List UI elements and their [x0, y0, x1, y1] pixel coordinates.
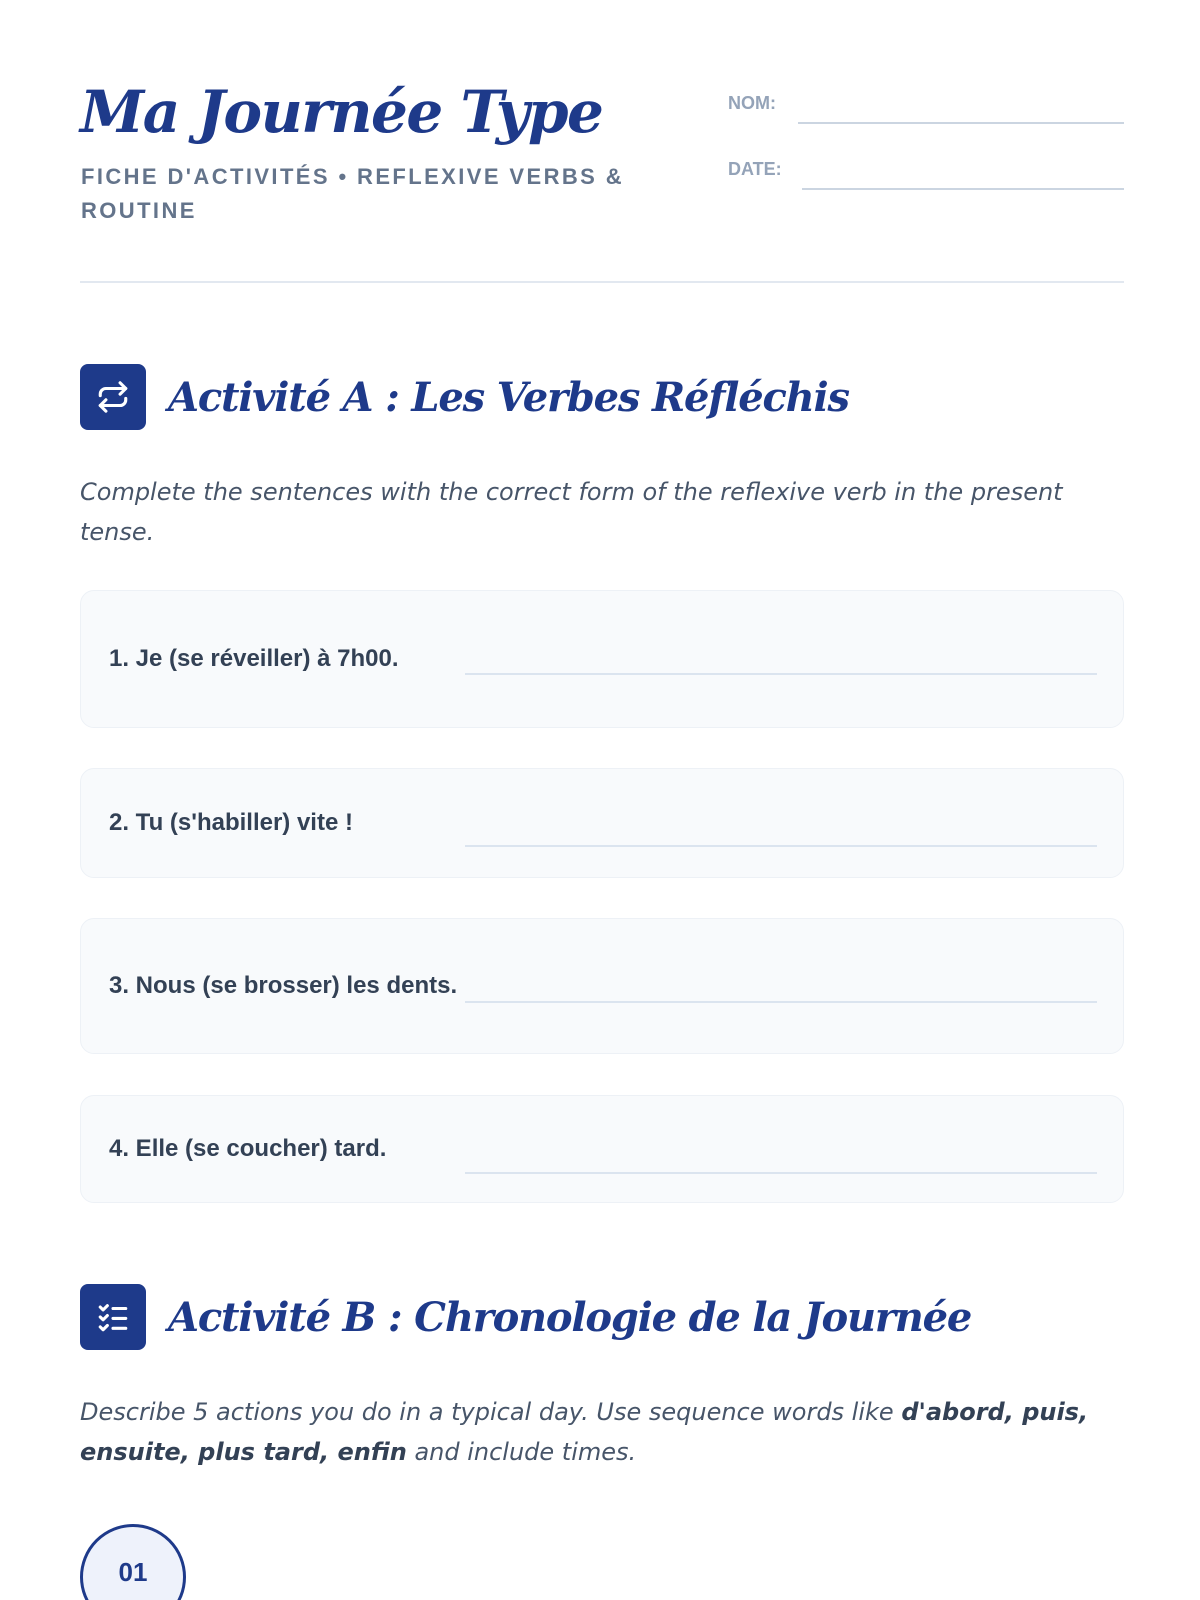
exercise-item-3 [80, 918, 1124, 1054]
page-title: Ma Journée Type [80, 78, 603, 146]
date-line[interactable] [802, 188, 1124, 190]
exercise-prompt: 2. Tu (s'habiller) vite ! [109, 809, 353, 836]
sequence-words: d'abord, puis, ensuite, plus tard, enfin [80, 1398, 1089, 1466]
exercise-prompt: 3. Nous (se brosser) les dents. [109, 972, 458, 999]
name-label: NOM: [728, 93, 776, 113]
date-label: DATE: [728, 159, 782, 179]
date-field[interactable] [728, 150, 1124, 190]
answer-input-2[interactable] [465, 807, 1097, 847]
activity-a-instruction: Complete the sentences with the correct form of the reflexive verb in the present tense. [80, 478, 1063, 546]
swap-arrows-icon [80, 364, 146, 430]
checklist-icon [80, 1284, 146, 1350]
exercise-prompt: 1. Je (se réveiller) à 7h00. [109, 645, 399, 672]
activity-a-heading [80, 364, 849, 430]
name-field[interactable] [728, 84, 1124, 124]
header-divider [80, 281, 1124, 283]
instruction-text-end: and include times. [406, 1438, 637, 1466]
answer-input-4[interactable] [465, 1134, 1097, 1174]
name-line[interactable] [798, 122, 1124, 124]
answer-input-3[interactable] [465, 963, 1097, 1003]
activity-b-title: Activité B : Chronologie de la Journée [168, 1293, 972, 1341]
activity-b-instruction [80, 1392, 1130, 1472]
exercise-item-1 [80, 590, 1124, 728]
page-subtitle: FICHE D'ACTIVITÉS • REFLEXIVE VERBS & ROUTINE [81, 164, 625, 223]
answer-input-1[interactable] [465, 635, 1097, 675]
activity-b-heading [80, 1284, 971, 1350]
timeline-step-badge: 01 [80, 1524, 186, 1600]
exercise-item-2 [80, 768, 1124, 878]
exercise-item-4 [80, 1095, 1124, 1203]
instruction-text: Describe 5 actions you do in a typical day. Use sequence words like [80, 1398, 902, 1426]
activity-a-title: Activité A : Les Verbes Réfléchis [168, 373, 849, 421]
exercise-prompt: 4. Elle (se coucher) tard. [109, 1135, 387, 1162]
